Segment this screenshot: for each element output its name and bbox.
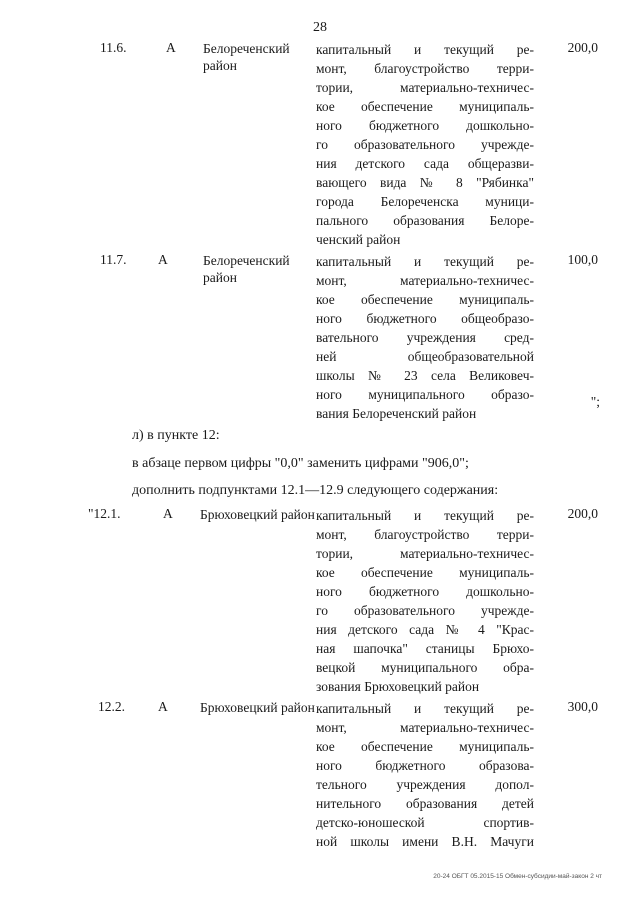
item-number: "12.1.	[88, 506, 121, 521]
paragraph-replace-digits: в абзаце первом цифры "0,0" заменить цифрами "906,0";	[132, 456, 469, 471]
item-amount: 200,0	[567, 506, 598, 521]
item-amount: 200,0	[567, 40, 598, 55]
item-category: А	[166, 40, 176, 55]
item-category: А	[158, 699, 168, 714]
paragraph-item-l: л) в пункте 12:	[132, 428, 220, 443]
item-category: А	[163, 506, 173, 521]
paragraph-add-subitems: дополнить подпунктами 12.1—12.9 следующего содержания:	[132, 483, 499, 498]
item-amount: 300,0	[567, 699, 598, 714]
item-number: 11.7.	[100, 252, 127, 267]
item-district: Белореченский район	[203, 253, 290, 285]
item-description: капитальный и текущий ре- монт, материально-техничес- кое обеспечение муниципаль- ного бюджетного образова- тельного учреждения допол- нительного образования детей детско-юношеской спортив- ной школы имени В.Н. Мачуги	[316, 701, 534, 849]
closing-quote: ";	[590, 394, 600, 409]
item-description: капитальный и текущий ре- монт, материально-техничес- кое обеспечение муниципаль- ного бюджетного общеобразо- вательного учреждения сред- ней общеобразовательной школы № 23 села Великовеч- ного муниципального образо- вания Белореченский район	[316, 254, 534, 421]
item-amount: 100,0	[567, 252, 598, 267]
item-number: 11.6.	[100, 40, 127, 55]
item-number: 12.2.	[98, 699, 125, 714]
item-description: капитальный и текущий ре- монт, благоустройство терри- тории, материально-техничес- кое обеспечение муниципаль- ного бюджетного дошкольно- го образовательного учрежде- ния детского сада общеразви- вающего вида № 8 "Рябинка" города Белореченска муници- пального образования Белоре- ченский район	[316, 42, 534, 247]
item-district: Брюховецкий район	[200, 700, 315, 715]
item-description: капитальный и текущий ре- монт, благоустройство терри- тории, материально-техничес- кое обеспечение муниципаль- ного бюджетного дошкольно- го образовательного учрежде- ния детского сада № 4 "Крас- ная шапочка" станицы Брюхо- вецкой муниципального обра- зования Брюховецкий район	[316, 508, 534, 694]
item-district: Брюховецкий район	[200, 507, 315, 522]
item-category: А	[158, 252, 168, 267]
item-district: Белореченский район	[203, 41, 290, 73]
footer-file-reference: 20-24 ОБГТ 05.2015-15 Обмен-субсидии-май-закон 2 чт	[433, 873, 602, 880]
page-number: 28	[313, 20, 327, 35]
